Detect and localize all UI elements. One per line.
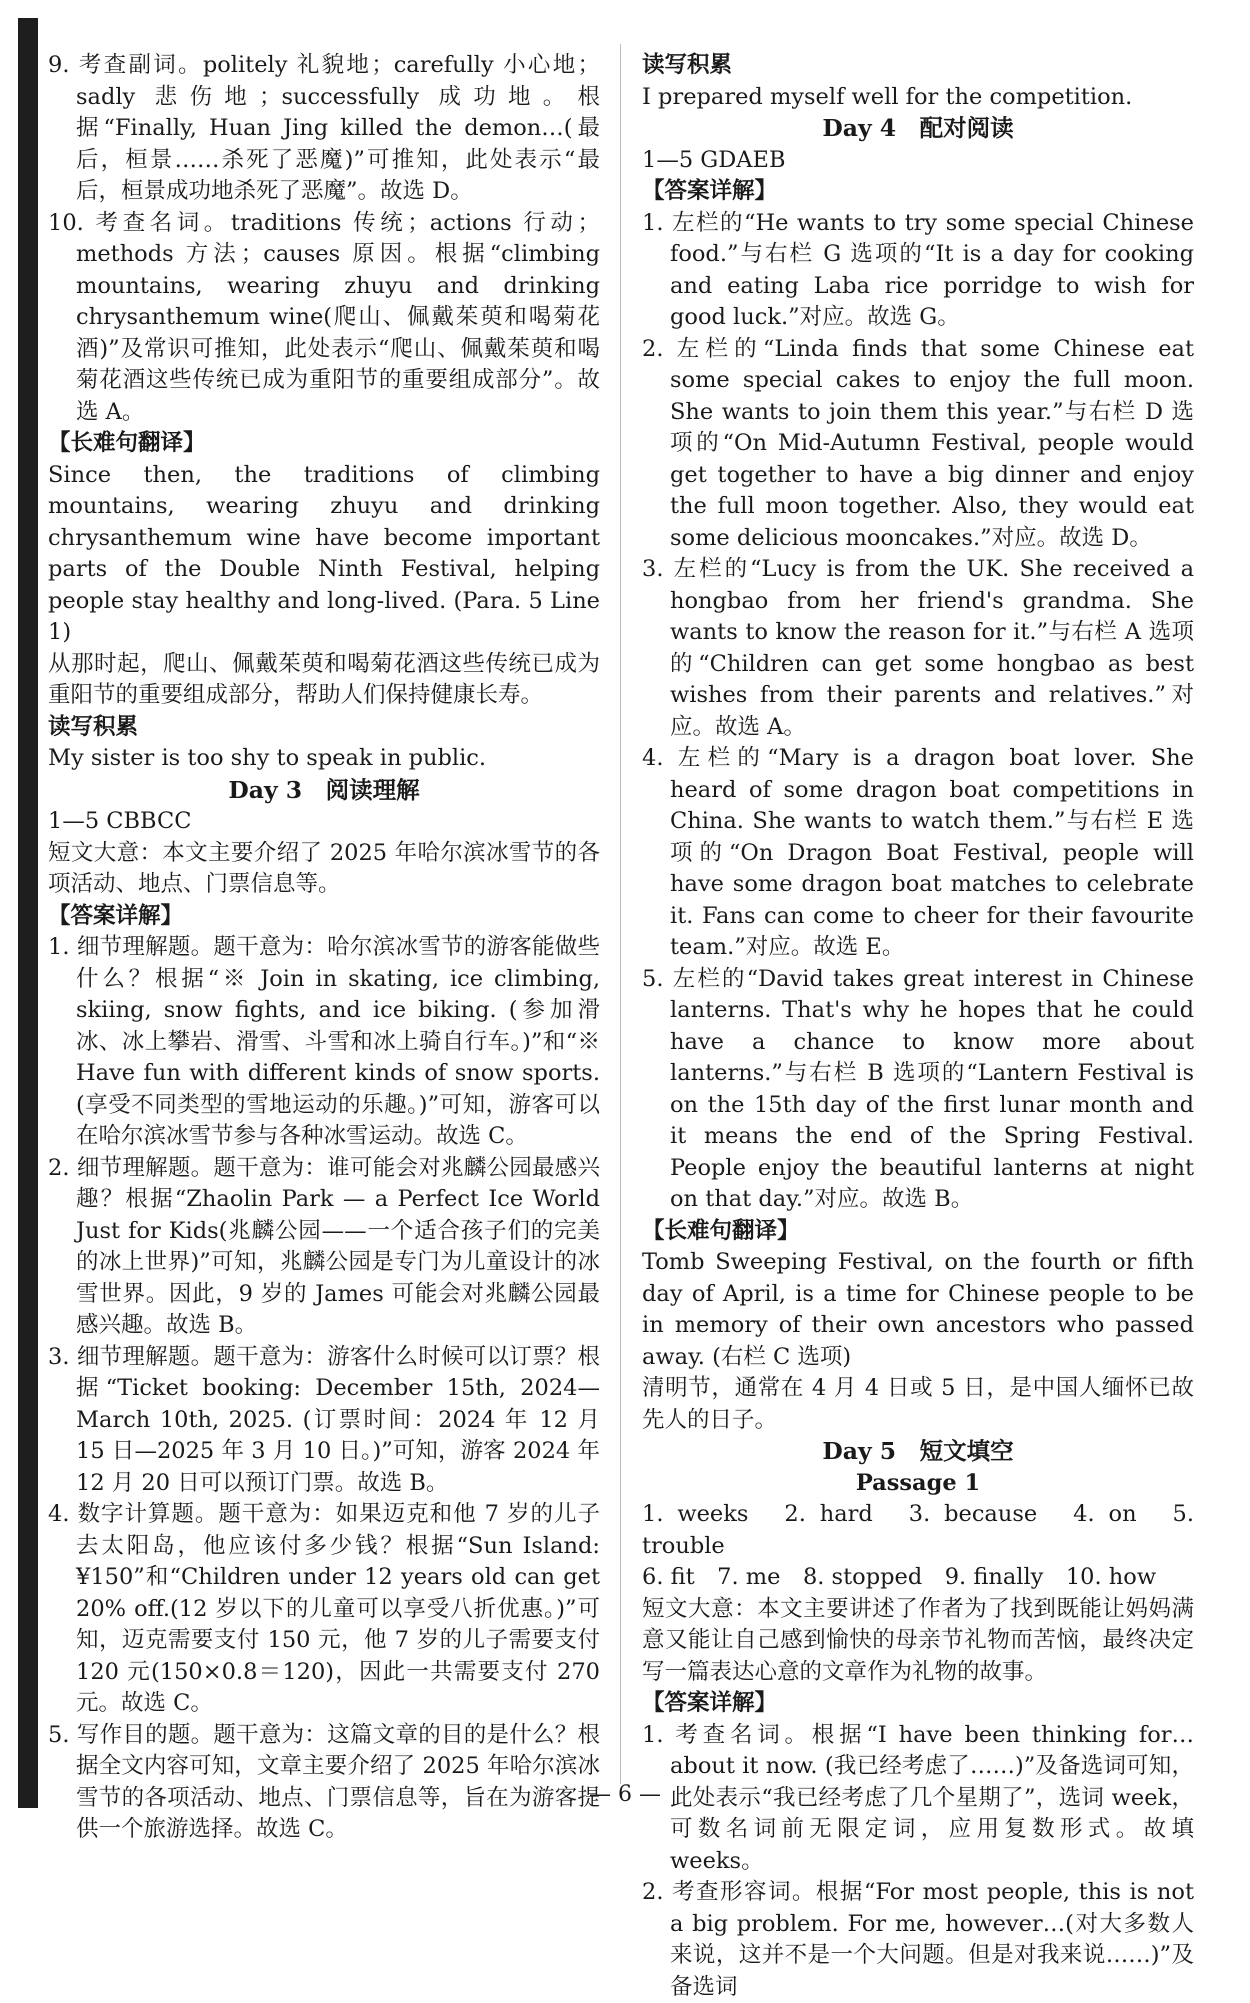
answer-item-10: 10. 考查名词。traditions 传统；actions 行动；methods 方法；causes 原因。根据“climbing mountains, wearing zhuyu and drinking chrysanthemum wine(爬山、佩戴茱萸和喝菊花酒)”及常识可推知，此处表示“爬山、佩戴茱萸和喝菊花酒这些传统已成为重阳节的重要组成部分”。故选 A。 bbox=[48, 209, 600, 425]
right-column bbox=[642, 50, 1194, 2003]
day-4-item-2: 2. 左栏的“Linda finds that some Chinese eat some special cakes to enjoy the full moon. She wants to join them this year.”与右栏 D 选项的“On Mid-Autumn Festival, people would get together to have a big dinner and enjoy the full moon together. Also, they would eat some delicious mooncakes.”对应。故选 D。 bbox=[642, 335, 1194, 551]
translation-chinese: 清明节，通常在 4 月 4 日或 5 日，是中国人缅怀已故先人的日子。 bbox=[642, 1375, 1194, 1433]
day-5-item-2: 2. 考查形容词。根据“For most people, this is not a big problem. For me, however…(对大多数人来说，这并不是一个大问题。但是对我来说……)”及备选词 bbox=[642, 1879, 1194, 2000]
day-3-item-4: 4. 数字计算题。题干意为：如果迈克和他 7 岁的儿子去太阳岛，他应该付多少钱？根据“Sun Island: ¥150”和“Children under 12 years old can get 20% off.(12 岁以下的儿童可以享受八折优惠。)”可知，迈克需要支付 150 元，他 7 岁的儿子需要支付 120 元(150×0.8＝120)，因此一共需要支付 270 元。故选 C。 bbox=[48, 1501, 600, 1716]
binding-edge bbox=[18, 18, 38, 1808]
day-3-summary: 短文大意：本文主要介绍了 2025 年哈尔滨冰雪节的各项活动、地点、门票信息等。 bbox=[48, 839, 600, 897]
translation-english: Tomb Sweeping Festival, on the fourth or fifth day of April, is a time for Chinese people to be in memory of their own ancestors who passed away. (右栏 C 选项) bbox=[642, 1249, 1194, 1370]
day-4-heading: Day 4 配对阅读 bbox=[822, 114, 1014, 142]
day-5-heading: Day 5 短文填空 bbox=[822, 1437, 1014, 1465]
day-3-item-2: 2. 细节理解题。题干意为：谁可能会对兆麟公园最感兴趣？根据“Zhaolin Park — a Perfect Ice World Just for Kids(兆麟公园——一个适合孩子们的完美的冰上世界)”可知，兆麟公园是专门为儿童设计的冰雪世界。因此，9 岁的 James 可能会对兆麟公园最感兴趣。故选 B。 bbox=[48, 1154, 600, 1338]
translation-english: Since then, the traditions of climbing mountains, wearing zhuyu and drinking chrysanthemum wine have become important parts of the Double Ninth Festival, helping people stay healthy and long-lived. (Para. 5 Line 1) bbox=[48, 461, 600, 645]
section-heading-reading-writing: 读写积累 bbox=[642, 52, 733, 78]
day-5-answers-row-2: 6. fit 7. me 8. stopped 9. finally 10. how bbox=[642, 1564, 1157, 1590]
day-4-item-4: 4. 左栏的“Mary is a dragon boat lover. She heard of some dragon boat competitions in China. She wants to watch them.”与右栏 E 选项的“On Dragon Boat Festival, people will have some dragon boat matches to celebrate it. Fans can come to cheer for their favourite team.”对应。故选 E。 bbox=[642, 745, 1194, 960]
answer-item-9: 9. 考查副词。politely 礼貌地；carefully 小心地；sadly 悲伤地；successfully 成功地。根据“Finally, Huan Jing killed the demon…(最后，桓景……杀死了恶魔)”可推知，此处表示“最后，桓景成功地杀死了恶魔”。故选 D。 bbox=[48, 52, 600, 204]
day-4-item-5: 5. 左栏的“David takes great interest in Chinese lanterns. That's why he hopes that he could have a chance to know more about lanterns.”与右栏 B 选项的“Lantern Festival is on the 15th day of the first lunar month and it means the end of the Spring Festival. People enjoy the beautiful lanterns at night on that day.”对应。故选 B。 bbox=[642, 965, 1194, 1212]
section-heading-reading-writing: 读写积累 bbox=[48, 713, 139, 740]
left-column bbox=[48, 50, 600, 1846]
page-number: — 6 — bbox=[589, 1782, 661, 1807]
section-heading-translation: 【长难句翻译】 bbox=[642, 1217, 800, 1244]
day-3-answers: 1—5 CBBCC bbox=[48, 808, 192, 834]
section-heading-answer-details: 【答案详解】 bbox=[642, 178, 778, 204]
section-heading-answer-details: 【答案详解】 bbox=[48, 902, 184, 929]
reading-writing-sentence: I prepared myself well for the competition. bbox=[642, 83, 1133, 110]
day-3-heading: Day 3 阅读理解 bbox=[228, 775, 420, 804]
day-4-item-3: 3. 左栏的“Lucy is from the UK. She received a hongbao from her friend's grandma. She wants to know the reason for it.”与右栏 A 选项的“Children can get some hongbao as best wishes from their parents and relatives.”对应。故选 A。 bbox=[642, 556, 1194, 740]
day-3-item-5: 5. 写作目的题。题干意为：这篇文章的目的是什么？根据全文内容可知，文章主要介绍了 2025 年哈尔滨冰雪节的各项活动、地点、门票信息等，旨在为游客提供一个旅游选择。故选 C。 bbox=[48, 1721, 600, 1842]
day-5-answers-row-1: 1. weeks 2. hard 3. because 4. on 5. trouble bbox=[642, 1501, 1194, 1559]
day-3-item-3: 3. 细节理解题。题干意为：游客什么时候可以订票？根据“Ticket booking: December 15th, 2024—March 10th, 2025. (订票时间：2024 年 12 月 15 日—2025 年 3 月 10 日。)”可知，游客 2024 年 12 月 20 日可以预订门票。故选 B。 bbox=[48, 1343, 600, 1496]
day-5-summary: 短文大意：本文主要讲述了作者为了找到既能让妈妈满意又能让自己感到愉快的母亲节礼物而苦恼，最终决定写一篇表达心意的文章作为礼物的故事。 bbox=[642, 1595, 1194, 1685]
passage-heading: Passage 1 bbox=[855, 1469, 981, 1496]
day-3-item-1: 1. 细节理解题。题干意为：哈尔滨冰雪节的游客能做些什么？根据“※ Join in skating, ice climbing, skiing, snow fights, and ice biking. (参加滑冰、冰上攀岩、滑雪、斗雪和冰上骑自行车。)”和“※ Have fun with different kinds of snow sports. (享受不同类型的雪地运动的乐趣。)”可知，游客可以在哈尔滨冰雪节参与各种冰雪运动。故选 C。 bbox=[48, 934, 600, 1149]
day-5-item-1: 1. 考查名词。根据“I have been thinking for…about it now. (我已经考虑了……)”及备选词可知，此处表示“我已经考虑了几个星期了”，选词 week，可数名词前无限定词，应用复数形式。故填 weeks。 bbox=[642, 1721, 1194, 1874]
day-4-answers: 1—5 GDAEB bbox=[642, 146, 786, 173]
translation-chinese: 从那时起，爬山、佩戴茱萸和喝菊花酒这些传统已成为重阳节的重要组成部分，帮助人们保持健康长寿。 bbox=[48, 650, 600, 708]
section-heading-answer-details: 【答案详解】 bbox=[642, 1690, 778, 1716]
section-heading-translation: 【长难句翻译】 bbox=[48, 430, 206, 456]
column-divider bbox=[620, 44, 621, 1784]
day-4-item-1: 1. 左栏的“He wants to try some special Chinese food.”与右栏 G 选项的“It is a day for cooking and eating Laba rice porridge to wish for good luck.”对应。故选 G。 bbox=[642, 209, 1194, 330]
reading-writing-sentence: My sister is too shy to speak in public. bbox=[48, 745, 487, 771]
